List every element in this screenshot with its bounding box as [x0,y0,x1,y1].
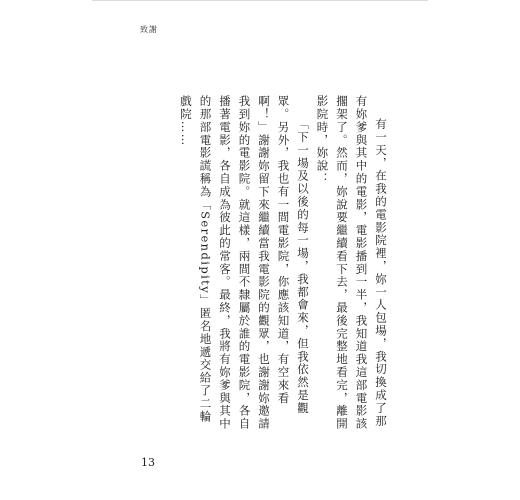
paragraph-2: 「下一場及以後的每一場，我都會來，但我依然是觀眾。另外，我也有一間電影院，你應該知道，有空來看啊！」謝謝妳留下來繼續當我電影院的觀眾，也謝謝妳邀請我到妳的電影院。就這樣，兩間不隸屬於誰的電影院，各自播著電影，各自成為彼此的常客。最終，我將有妳爹與其中的那部電影謊稱為「Serendipity」匿名地遞交給了二輪戲院…… [179,95,310,431]
top-page-edge [92,0,428,1]
running-header: 致謝 [140,25,158,34]
vertical-body-text [179,95,390,435]
page-number: 13 [141,456,155,469]
paragraph-1: 有一天，在我的電影院裡，妳一人包場，我切換成了那有妳爹與其中的電影，電影播到一半，我知道我這部電影該擱架了。然而，妳說要繼續看下去，最後完整地看完，離開影院時，妳說： [315,95,388,431]
